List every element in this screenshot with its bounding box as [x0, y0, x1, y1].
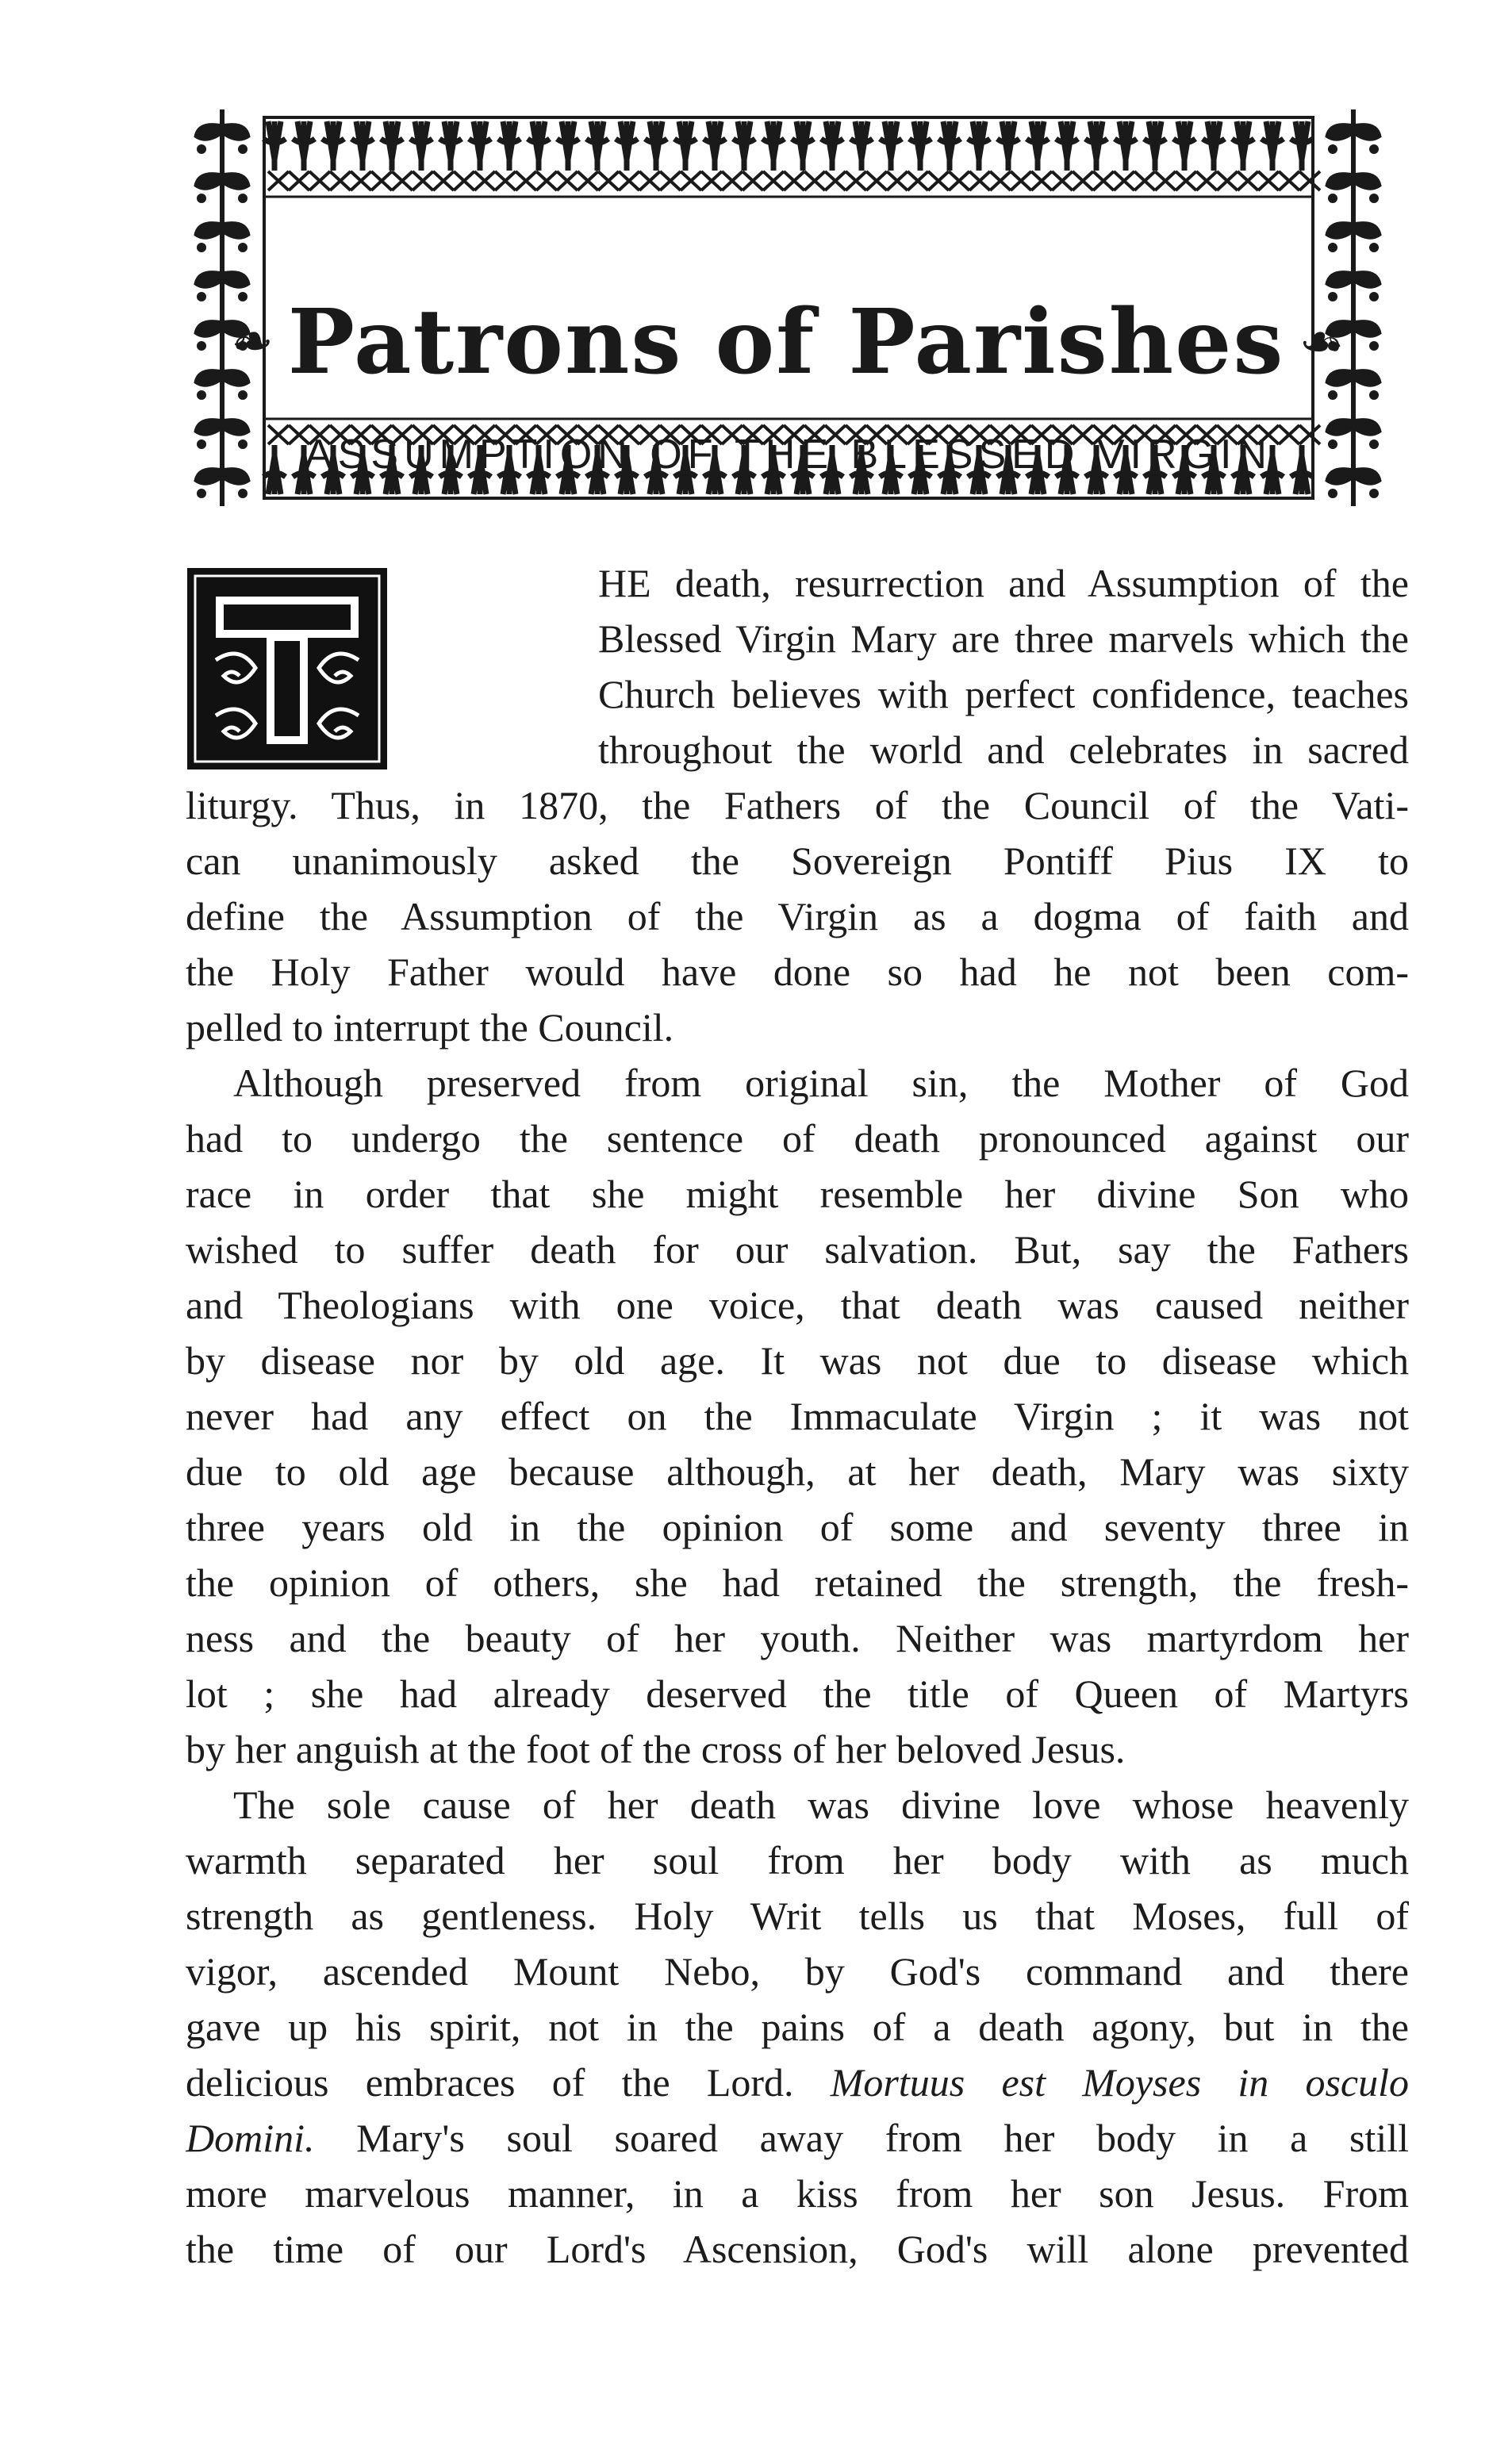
section-subtitle: ASSUMPTION OF THE BLESSED VIRGIN — [305, 432, 1272, 478]
lily-ornament — [1261, 121, 1284, 171]
page-title: Patrons of Parishes — [287, 290, 1285, 394]
lily-ornament — [968, 121, 990, 171]
lattice-mark — [1134, 171, 1155, 190]
text-run: Mary's soul soared away from her body in a still — [356, 2116, 1409, 2160]
lattice-mark — [825, 171, 846, 190]
text-line: The sole cause of her death was divine love whose heavenly — [233, 1783, 1409, 1827]
dropcap-letter: T — [184, 565, 185, 566]
lattice-mark — [846, 171, 866, 190]
paragraph-3 — [186, 1777, 1409, 2277]
lattice-mark — [639, 171, 660, 190]
lattice-mark — [681, 171, 701, 190]
text-line: vigor, ascended Mount Nebo, by God's command and there — [186, 1949, 1409, 1994]
text-line: liturgy. Thus, in 1870, the Fathers of the Council of the Vati- — [186, 783, 1409, 827]
text-line: the time of our Lord's Ascension, God's will alone prevented — [186, 2227, 1409, 2271]
vine-bud — [1328, 144, 1337, 154]
lily-ornament — [1027, 121, 1049, 171]
lattice-mark — [1073, 171, 1093, 190]
lattice-mark — [454, 171, 474, 190]
lily-ornament — [528, 121, 550, 171]
lattice-mark — [392, 171, 413, 190]
text-line: never had any effect on the Immaculate Virgin ; it was not — [186, 1394, 1409, 1438]
paragraph-2 — [186, 1055, 1409, 1777]
top-lattice-band — [268, 171, 1320, 190]
lattice-mark — [866, 171, 887, 190]
lily-ornament — [938, 121, 961, 171]
lattice-mark — [660, 171, 681, 190]
text-line-with-latin — [186, 2055, 1409, 2110]
text-line: the Holy Father would have done so had he not been com- — [186, 950, 1409, 994]
lattice-mark — [990, 171, 1011, 190]
lily-ornament — [674, 121, 697, 171]
vine-bud — [1328, 439, 1337, 449]
lattice-mark — [1238, 171, 1258, 190]
vine-bud — [197, 243, 206, 252]
lattice-mark — [1031, 171, 1052, 190]
lattice-mark — [330, 171, 351, 190]
lily-ornament — [850, 121, 873, 171]
title-row — [181, 282, 1395, 401]
lily-ornament — [1115, 121, 1137, 171]
text-line: Church believes with perfect confidence, teaches — [598, 672, 1409, 716]
text-line: Although preserved from original sin, the Mother of God — [233, 1061, 1409, 1105]
lily-ornament — [1056, 121, 1078, 171]
lattice-mark — [1114, 171, 1134, 190]
vine-bud — [238, 243, 248, 252]
lattice-mark — [1011, 171, 1031, 190]
vine-bud — [197, 144, 206, 154]
vine-bud — [238, 194, 248, 203]
text-line: more marvelous manner, in a kiss from her son Jesus. From — [186, 2171, 1409, 2216]
lily-ornament — [410, 121, 432, 171]
lattice-mark — [598, 171, 619, 190]
lily-ornament — [263, 121, 286, 171]
lattice-mark — [371, 171, 392, 190]
lily-ornament — [880, 121, 902, 171]
text-line-with-latin — [186, 2110, 1409, 2166]
text-line: ness and the beauty of her youth. Neither was martyrdom her — [186, 1616, 1409, 1660]
lily-ornament — [1144, 121, 1166, 171]
text-line: by her anguish at the foot of the cross of her beloved Jesus. — [186, 1727, 1126, 1771]
vine-bud — [238, 439, 248, 449]
vine-bud — [1328, 243, 1337, 252]
lattice-mark — [949, 171, 969, 190]
text-line: lot ; she had already deserved the title of Queen of Martyrs — [186, 1671, 1409, 1716]
text-line: warmth separated her soul from her body with as much — [186, 1838, 1409, 1882]
vine-bud — [1369, 243, 1379, 252]
text-line: the opinion of others, she had retained the strength, the fresh- — [186, 1560, 1409, 1605]
latin-quote-end: Domini. — [186, 2116, 315, 2160]
lily-ornament — [792, 121, 814, 171]
vine-bud — [197, 194, 206, 203]
lattice-mark — [1155, 171, 1176, 190]
lattice-mark — [289, 171, 309, 190]
lily-ornament — [909, 121, 931, 171]
vine-bud — [1369, 194, 1379, 203]
vine-bud — [1369, 439, 1379, 449]
text-line: and Theologians with one voice, that death was caused neither — [186, 1283, 1409, 1327]
lattice-mark — [1217, 171, 1238, 190]
lattice-mark — [908, 171, 928, 190]
lily-ornament — [762, 121, 785, 171]
lattice-mark — [804, 171, 825, 190]
vine-bud — [1369, 144, 1379, 154]
lattice-mark — [536, 171, 557, 190]
lattice-mark — [1176, 171, 1196, 190]
lily-ornament — [557, 121, 579, 171]
lattice-mark — [722, 171, 743, 190]
lily-ornament — [498, 121, 520, 171]
vine-bud — [1369, 489, 1379, 498]
lattice-mark — [887, 171, 908, 190]
lily-ornament — [1232, 121, 1254, 171]
text-line: HE death, resurrection and Assumption of the — [598, 561, 1409, 605]
text-line: race in order that she might resemble her divine Son who — [186, 1172, 1409, 1216]
lattice-mark — [784, 171, 804, 190]
lily-ornament — [381, 121, 403, 171]
text-line: due to old age because although, at her death, Mary was sixty — [186, 1449, 1409, 1494]
lattice-mark — [1093, 171, 1114, 190]
lily-ornament — [322, 121, 344, 171]
vine-bud — [238, 144, 248, 154]
text-run: delicious embraces of the Lord. — [186, 2060, 794, 2105]
lattice-mark — [1279, 171, 1299, 190]
lily-ornament — [469, 121, 491, 171]
lattice-mark — [969, 171, 990, 190]
article-body — [186, 555, 1409, 2277]
lily-ornament — [351, 121, 374, 171]
lattice-mark — [557, 171, 578, 190]
lattice-mark — [413, 171, 433, 190]
text-line: three years old in the opinion of some and seventy three in — [186, 1505, 1409, 1549]
title-ornament-right: ☙ — [1299, 313, 1345, 370]
title-ornament-left: ❧ — [231, 313, 274, 370]
text-line: can unanimously asked the Sovereign Pontiff Pius IX to — [186, 839, 1409, 883]
lattice-mark — [928, 171, 949, 190]
lattice-mark — [268, 171, 289, 190]
text-line: by disease nor by old age. It was not due to disease which — [186, 1338, 1409, 1383]
text-line: wished to suffer death for our salvation. But, say the Fathers — [186, 1227, 1409, 1272]
lattice-mark — [743, 171, 763, 190]
lily-ornament — [1085, 121, 1107, 171]
vine-bud — [1328, 489, 1337, 498]
lattice-mark — [1196, 171, 1217, 190]
lily-ornament — [586, 121, 608, 171]
lily-ornament — [439, 121, 462, 171]
text-line: define the Assumption of the Virgin as a dogma of faith and — [186, 894, 1409, 938]
lily-ornament — [1203, 121, 1225, 171]
lily-ornament — [1291, 121, 1313, 171]
paragraph-1 — [186, 555, 1409, 1055]
lattice-mark — [474, 171, 495, 190]
lily-ornament — [704, 121, 726, 171]
lily-ornament — [616, 121, 638, 171]
text-line: strength as gentleness. Holy Writ tells us that Moses, full of — [186, 1894, 1409, 1938]
lattice-mark — [1299, 171, 1320, 190]
vine-bud — [197, 489, 206, 498]
vine-bud — [197, 439, 206, 449]
lily-ornament — [997, 121, 1019, 171]
lily-ornament — [645, 121, 667, 171]
text-line: throughout the world and celebrates in sacred — [598, 727, 1409, 772]
lattice-mark — [763, 171, 784, 190]
lattice-mark — [516, 171, 536, 190]
lattice-mark — [1258, 171, 1279, 190]
text-line: had to undergo the sentence of death pronounced against our — [186, 1116, 1409, 1161]
top-lily-frieze — [263, 121, 1313, 171]
ornamental-header — [181, 102, 1395, 514]
lily-ornament — [1173, 121, 1195, 171]
lily-ornament — [733, 121, 755, 171]
text-line: gave up his spirit, not in the pains of a death agony, but in the — [186, 2005, 1409, 2049]
lattice-mark — [495, 171, 516, 190]
text-line: pelled to interrupt the Council. — [186, 1005, 674, 1050]
lattice-mark — [619, 171, 639, 190]
lattice-mark — [351, 171, 371, 190]
lattice-mark — [1052, 171, 1073, 190]
lattice-mark — [701, 171, 722, 190]
lattice-mark — [309, 171, 330, 190]
vine-bud — [1328, 194, 1337, 203]
latin-quote: Mortuus est Moyses in osculo — [830, 2060, 1409, 2105]
lily-ornament — [821, 121, 843, 171]
lattice-mark — [433, 171, 454, 190]
lily-ornament — [293, 121, 315, 171]
vine-bud — [238, 489, 248, 498]
lattice-mark — [578, 171, 598, 190]
text-line: Blessed Virgin Mary are three marvels which the — [598, 616, 1409, 661]
